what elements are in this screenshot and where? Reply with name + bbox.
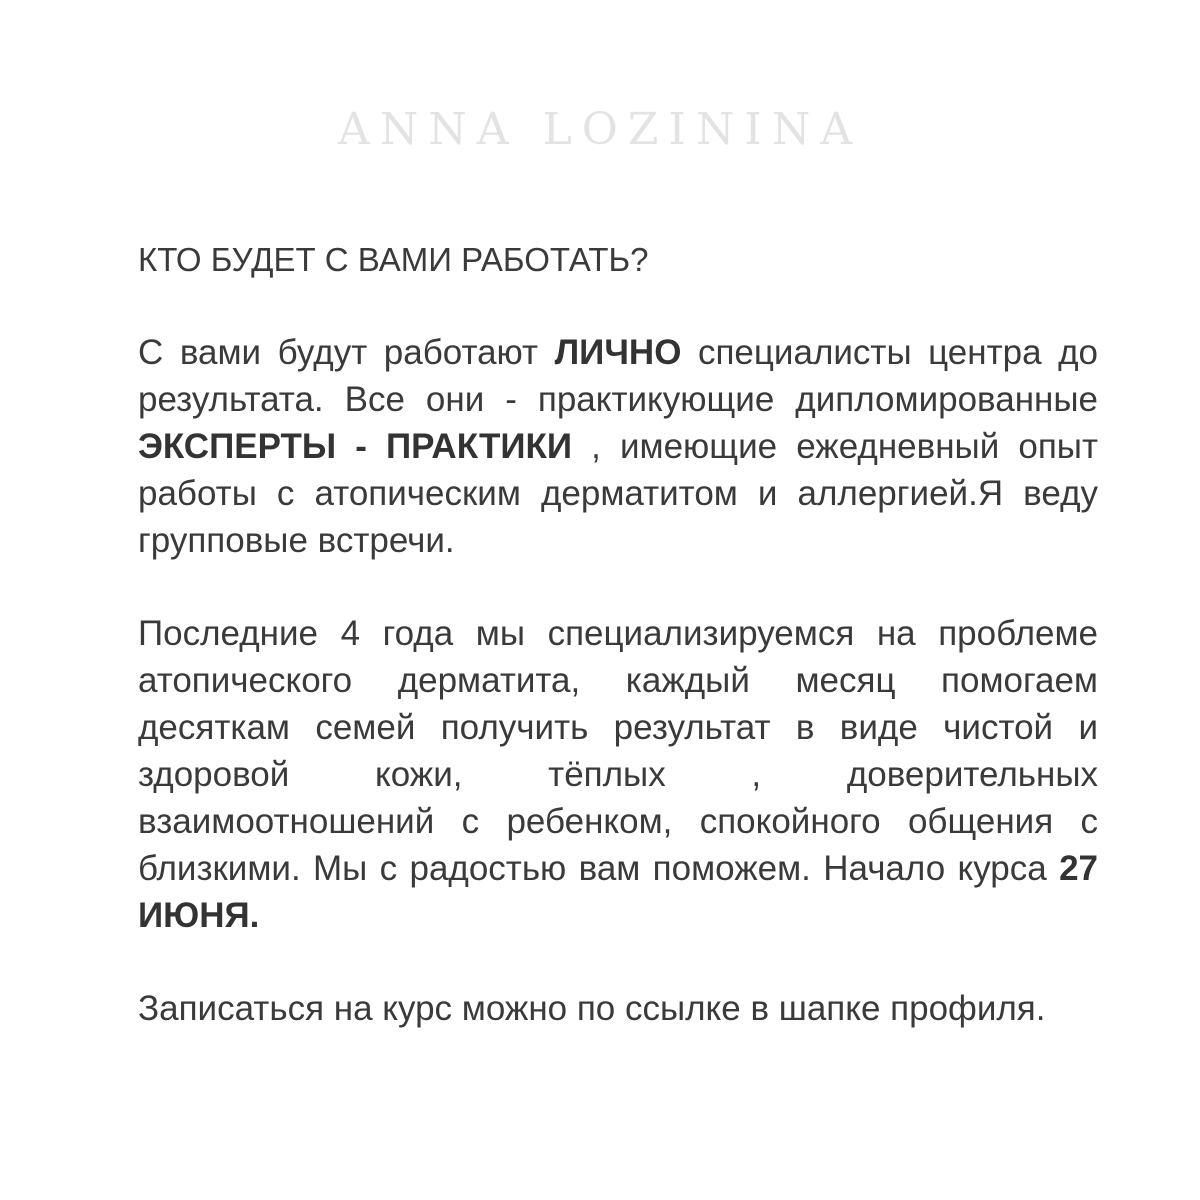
paragraph-specialists-text-1: С вами будут работают xyxy=(138,333,555,372)
post-text xyxy=(138,236,1098,1032)
paragraph-specialists-text-2: специалисты центра до результата. Все они - практикующие дипломированные xyxy=(138,333,1099,419)
emphasis-personally: ЛИЧНО xyxy=(554,333,682,372)
heading: КТО БУДЕТ С ВАМИ РАБОТАТЬ? xyxy=(138,241,649,278)
paragraph-specialists xyxy=(138,329,1098,564)
paragraph-specialists-text-3: , имеющие ежедневный опыт работы с атопическим дерматитом и аллергией.Я веду групповые встречи. xyxy=(138,427,1098,560)
brand-logo: ANNA LOZININA xyxy=(338,104,862,155)
paragraph-experience xyxy=(138,610,1098,939)
paragraph-experience-text: Последние 4 года мы специализируемся на проблеме атопического дерматита, каждый месяц помогаем десяткам семей получить результат в виде чистой и здоровой кожи, тёплых , доверительных взаимоотношений с ребенком, спокойного общения с близкими. Мы с радостью вам поможем. Начало курса xyxy=(138,614,1098,888)
emphasis-experts: ЭКСПЕРТЫ - ПРАКТИКИ xyxy=(138,427,572,466)
course-start-date: 27 ИЮНЯ. xyxy=(138,849,1098,935)
signup-note: Записаться на курс можно по ссылке в шапке профиля. xyxy=(138,989,1046,1028)
